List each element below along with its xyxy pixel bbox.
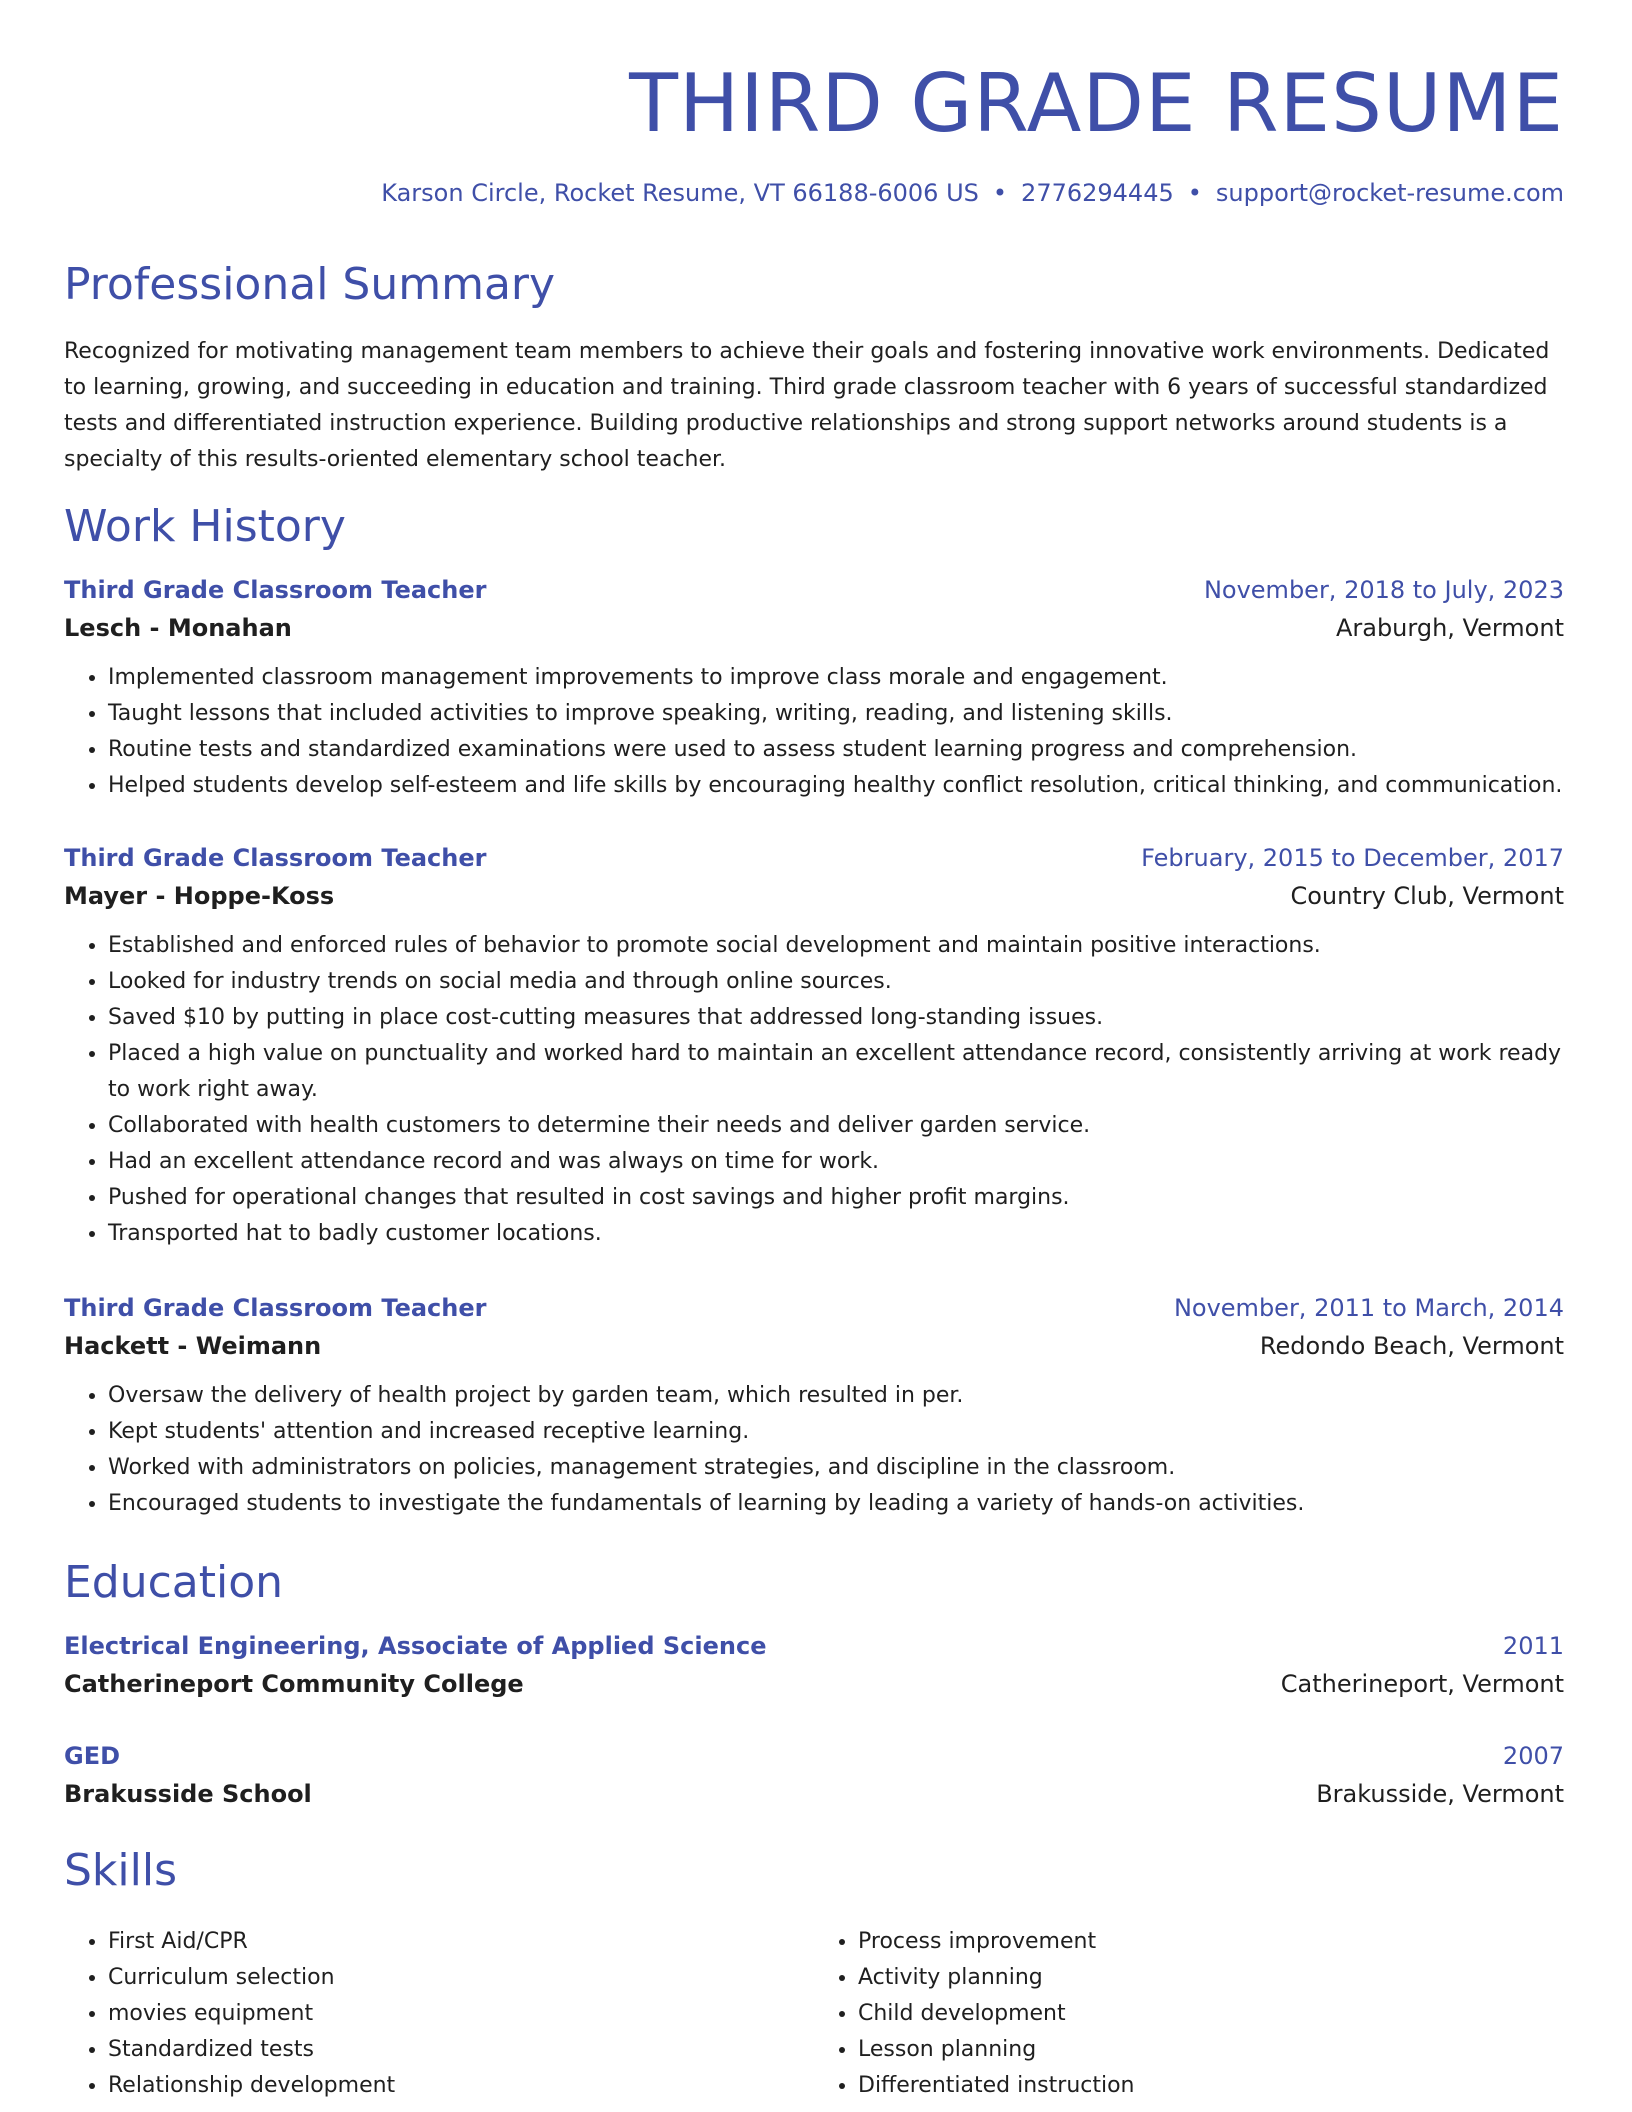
list-item: • Placed a high value on punctuality and worked hard to maintain an excellent attendance record, consistently arriving at work ready to work right away.: [108, 1036, 1564, 1108]
section-title-skills: Skills: [64, 1845, 178, 1896]
education-year: 2011: [1502, 1632, 1564, 1660]
job-title: Third Grade Classroom Teacher: [64, 1294, 487, 1322]
job-dates: November, 2018 to July, 2023: [1203, 576, 1564, 604]
contact-email[interactable]: support@rocket-resume.com: [1215, 179, 1564, 207]
job-employer: Lesch - Monahan: [64, 614, 292, 642]
contact-address: Karson Circle, Rocket Resume, VT 66188-6006 US: [381, 179, 979, 207]
list-item: • Encouraged students to investigate the fundamentals of learning by leading a variety of hands-on activities.: [108, 1486, 1564, 1522]
list-item: • Implemented classroom management improvements to improve class morale and engagement.: [108, 660, 1564, 696]
list-item: • Taught lessons that included activities to improve speaking, writing, reading, and listening skills.: [108, 696, 1564, 732]
job-location: Araburgh, Vermont: [1335, 614, 1564, 642]
list-item: • Worked with administrators on policies, management strategies, and discipline in the classroom.: [108, 1450, 1564, 1486]
skills-section: [64, 1844, 1564, 1898]
list-item: • Helped students develop self-esteem and life skills by encouraging healthy conflict resolution, critical thinking, and communication.: [108, 768, 1564, 804]
skill-item: • Process improvement: [858, 1924, 1564, 1960]
job-bullets: [64, 1378, 1564, 1522]
skill-item: • Relationship development: [108, 2068, 814, 2104]
education-location: Brakusside, Vermont: [1316, 1780, 1564, 1808]
skills-list: [64, 1924, 1564, 2104]
list-item: • Pushed for operational changes that resulted in cost savings and higher profit margins.: [108, 1180, 1564, 1216]
resume-name: THIRD GRADE RESUME: [629, 57, 1564, 150]
contact-separator: •: [992, 179, 1008, 207]
job-title: Third Grade Classroom Teacher: [64, 844, 487, 872]
contact-separator: •: [1187, 179, 1202, 207]
job-location: Redondo Beach, Vermont: [1259, 1332, 1564, 1360]
list-item: • Oversaw the delivery of health project by garden team, which resulted in per.: [108, 1378, 1564, 1414]
job-employer: Hackett - Weimann: [64, 1332, 322, 1360]
education-degree: Electrical Engineering, Associate of Applied Science: [64, 1632, 767, 1660]
list-item: • Saved $10 by putting in place cost-cutting measures that addressed long-standing issues.: [108, 1000, 1564, 1036]
section-title-summary: Professional Summary: [64, 259, 556, 310]
job-title: Third Grade Classroom Teacher: [64, 576, 487, 604]
job-bullets: [64, 928, 1564, 1252]
education-entry: [64, 1738, 1564, 1814]
list-item: • Routine tests and standardized examinations were used to assess student learning progress and comprehension.: [108, 732, 1564, 768]
job-dates: November, 2011 to March, 2014: [1173, 1294, 1564, 1322]
job-entry: [64, 572, 1564, 804]
summary-text: Recognized for motivating management team members to achieve their goals and fostering innovative work environments. Dedicated to learning, growing, and succeeding in education and training. Third grade classroom teacher with 6 years of successful standardized tests and differentiated instruction experience. Building productive relationships and strong support networks around students is a specialty of this results-oriented elementary school teacher.: [64, 339, 1550, 472]
job-employer: Mayer - Hoppe-Koss: [64, 882, 335, 910]
list-item: • Collaborated with health customers to determine their needs and deliver garden service.: [108, 1108, 1564, 1144]
section-title-education: Education: [64, 1557, 284, 1608]
list-item: • Kept students' attention and increased receptive learning.: [108, 1414, 1564, 1450]
work-history-section: [64, 500, 1564, 554]
job-entry: [64, 1290, 1564, 1522]
education-year: 2007: [1502, 1742, 1564, 1770]
education-location: Catherineport, Vermont: [1280, 1670, 1564, 1698]
education-section: [64, 1556, 1564, 1610]
skill-item: • Standardized tests: [108, 2032, 814, 2068]
job-bullets: [64, 660, 1564, 804]
skill-item: • Child development: [858, 1996, 1564, 2032]
list-item: • Established and enforced rules of behavior to promote social development and maintain positive interactions.: [108, 928, 1564, 964]
list-item: • Transported hat to badly customer locations.: [108, 1216, 1564, 1252]
skill-item: • Lesson planning: [858, 2032, 1564, 2068]
list-item: • Had an excellent attendance record and was always on time for work.: [108, 1144, 1564, 1180]
skill-item: • First Aid/CPR: [108, 1924, 814, 1960]
education-school: Catherineport Community College: [64, 1670, 524, 1698]
contact-phone: 2776294445: [1021, 179, 1174, 207]
contact-line: [64, 178, 1564, 208]
skill-item: • movies equipment: [108, 1996, 814, 2032]
resume-page: [64, 0, 1564, 2098]
job-entry: [64, 840, 1564, 1252]
skills-column-right: [814, 1924, 1564, 2104]
job-location: Country Club, Vermont: [1290, 882, 1564, 910]
skill-item: • Curriculum selection: [108, 1960, 814, 1996]
list-item: • Looked for industry trends on social media and through online sources.: [108, 964, 1564, 1000]
education-entry: [64, 1628, 1564, 1704]
section-title-work: Work History: [64, 501, 346, 552]
education-degree: GED: [64, 1742, 121, 1770]
education-school: Brakusside School: [64, 1780, 312, 1808]
summary-section: [64, 258, 1564, 478]
skill-item: • Activity planning: [858, 1960, 1564, 1996]
skill-item: • Differentiated instruction: [858, 2068, 1564, 2104]
skills-column-left: [64, 1924, 814, 2104]
job-dates: February, 2015 to December, 2017: [1141, 844, 1564, 872]
